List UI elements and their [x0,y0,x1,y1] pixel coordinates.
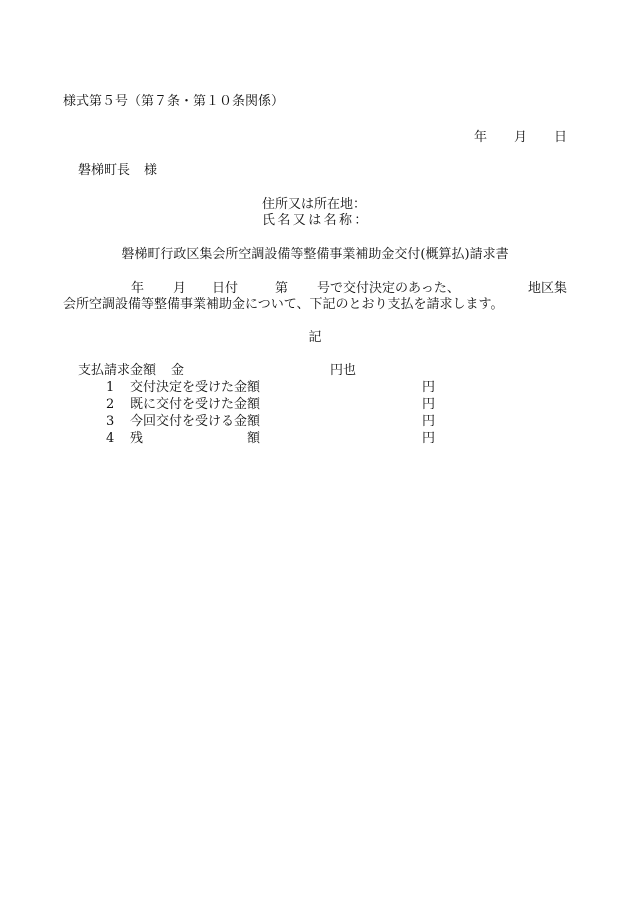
remainder-row [0,431,630,447]
item-label: 今回交付を受ける金額 [130,414,261,429]
item-unit: 円 [422,397,436,412]
item-label: 既に交付を受けた金額 [130,397,261,412]
date-day-label: 日 [554,130,568,145]
item-number: 3 [106,414,115,429]
body-day-issued-label: 日付 [212,281,239,296]
item-number: 4 [106,431,115,446]
payment-unit-label: 円也 [330,363,357,378]
document-title: 磐梯町行政区集会所空調設備等整備事業補助金交付(概算払)請求書 [121,247,509,262]
list-item [0,380,630,396]
payment-request-row [78,363,378,379]
ki-heading: 記 [308,330,322,345]
item-label: 交付決定を受けた金額 [130,380,261,395]
payment-request-label: 支払請求金額 [78,363,157,378]
body-line-1 [0,281,630,297]
item-unit: 円 [422,380,436,395]
list-item [0,397,630,413]
item-unit: 円 [422,431,436,446]
remainder-label-b: 額 [247,431,261,446]
body-line-2: 会所空調設備等整備事業補助金について、下記のとおり支払を請求します。 [63,297,504,312]
item-unit: 円 [422,414,436,429]
date-year-label: 年 [474,130,488,145]
list-item [0,414,630,430]
applicant-name-label: 氏名又は名称： [262,213,370,228]
applicant-address-label: 住所又は所在地： [262,197,367,212]
addressee [78,163,157,179]
body-number-prefix: 第 [275,281,289,296]
body-year-label: 年 [131,281,145,296]
item-number: 2 [106,397,115,412]
item-number: 1 [106,380,115,395]
addressee-name: 磐梯町長 [78,163,131,178]
payment-kin-label: 金 [171,363,185,378]
addressee-honorific: 様 [144,163,158,178]
form-number: 様式第５号（第７条・第１０条関係） [63,94,285,109]
date-month-label: 月 [514,130,528,145]
remainder-label-a: 残 [130,431,144,446]
body-month-label: 月 [173,281,187,296]
body-district-label: 地区集 [528,281,568,296]
body-number-suffix: 号で交付決定のあった、 [317,281,460,296]
